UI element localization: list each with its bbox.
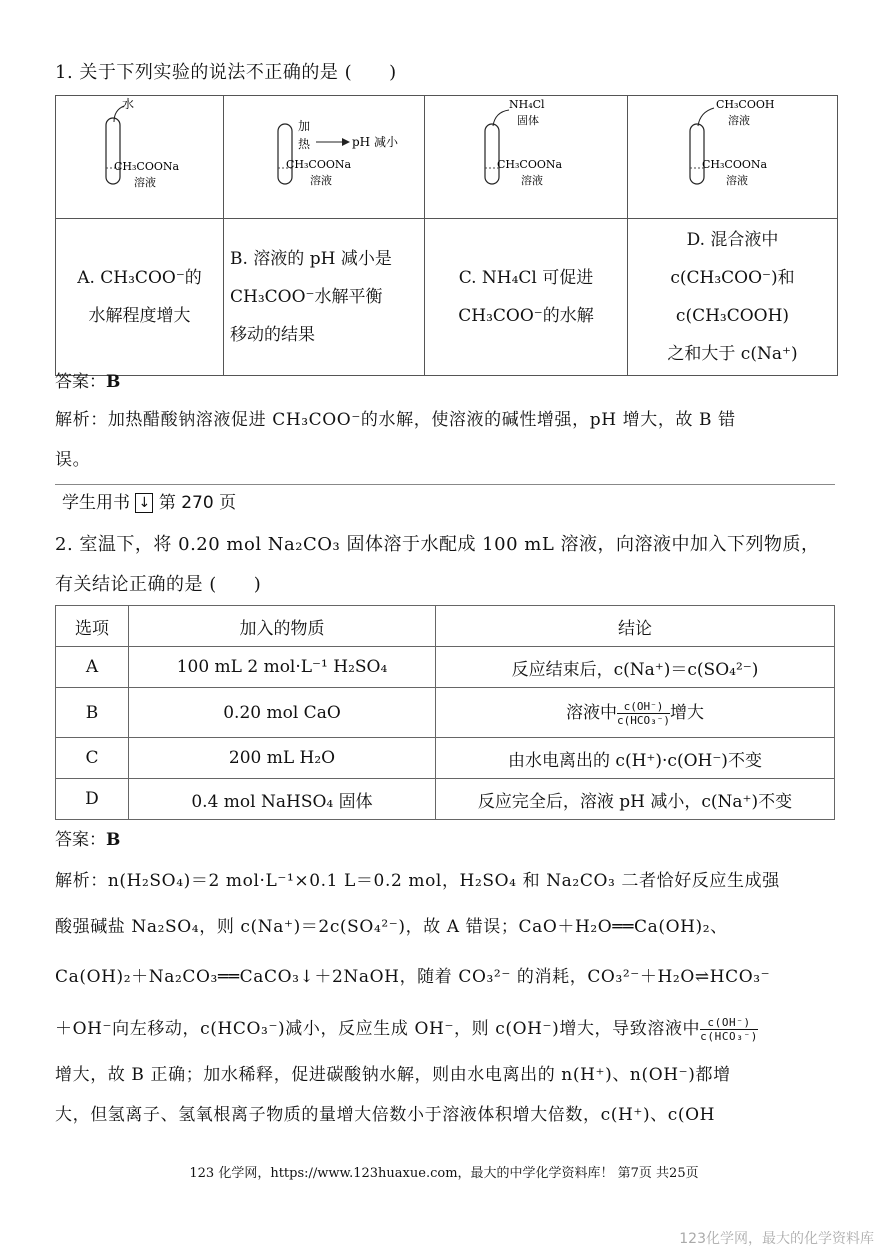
diagram-b-bottom-label2: 溶液 (310, 174, 332, 187)
answer-label: 答案： (55, 830, 106, 850)
test-tube-acid-diagram (628, 96, 837, 204)
answer-value: B (106, 830, 121, 850)
analysis-text: 加热醋酸钠溶液促进 CH₃COO⁻的水解，使溶液的碱性增强，pH 增大，故 B 错 (107, 410, 736, 430)
test-tube-nh4cl-diagram (425, 96, 627, 204)
q1-option-d (628, 219, 838, 376)
fraction (617, 700, 670, 727)
page-footer: 123 化学网，https://www.123huaxue.com，最大的中学化学资料库！ 第7页 共25页 (189, 1166, 699, 1181)
row-c-option: C (56, 738, 129, 779)
answer-value: B (106, 372, 121, 392)
q1-answer (55, 367, 120, 392)
row-b-option: B (56, 688, 129, 738)
row-d-conclusion: 反应完全后，溶液 pH 减小，c(Na⁺)不变 (436, 779, 835, 820)
row-b-conclusion (436, 688, 835, 738)
header-substance: 加入的物质 (129, 606, 436, 647)
student-book-ref (62, 488, 236, 513)
option-c-line1: C. NH₄Cl 可促进 (458, 268, 594, 288)
diagram-a-bottom-label1: CH₃COONa (114, 160, 180, 173)
option-c-line2: CH₃COO⁻的水解 (458, 306, 594, 326)
option-d-line2: c(CH₃COO⁻)和 (670, 268, 795, 288)
option-d-line3: c(CH₃COOH) (675, 306, 790, 326)
row-b-substance: 0.20 mol CaO (129, 688, 436, 738)
option-d-line4: 之和大于 c(Na⁺) (667, 344, 798, 364)
diagram-a-top-label: 水 (122, 97, 135, 111)
fraction-numerator: c(OH⁻) (617, 700, 670, 714)
diagram-d-bottom-label1: CH₃COONa (702, 158, 768, 171)
diagram-b-arrow-label: pH 减小 (352, 135, 398, 149)
down-arrow-icon: ↓ (135, 493, 153, 513)
fraction (700, 1016, 758, 1043)
diagram-d-bottom-label2: 溶液 (726, 174, 748, 187)
row-b-conc-pre: 溶液中 (566, 703, 617, 723)
answer-label: 答案： (55, 372, 106, 392)
q2-analysis-line1 (55, 866, 855, 891)
row-a-conclusion: 反应结束后，c(Na⁺)＝c(SO₄²⁻) (436, 647, 835, 688)
header-option: 选项 (56, 606, 129, 647)
option-b-line2: CH₃COO⁻水解平衡 (230, 287, 383, 307)
section-divider (55, 484, 835, 485)
row-c-conclusion: 由水电离出的 c(H⁺)·c(OH⁻)不变 (436, 738, 835, 779)
diagram-b-side-label1: 加 (298, 119, 311, 133)
watermark: 123化学网，最大的化学资料库 (679, 1231, 874, 1247)
fraction-numerator: c(OH⁻) (700, 1016, 758, 1030)
fraction-denominator: c(HCO₃⁻) (700, 1030, 758, 1043)
table-row (56, 738, 835, 779)
option-b-line1: B. 溶液的 pH 减小是 (230, 249, 392, 269)
option-d-line1: D. 混合液中 (686, 230, 779, 250)
diagram-c-top-label1: NH₄Cl (509, 98, 545, 111)
ref-pre: 学生用书 (62, 493, 130, 513)
diagram-d-top-label1: CH₃COOH (716, 98, 775, 111)
q1-table (55, 95, 838, 376)
row-d-substance: 0.4 mol NaHSO₄ 固体 (129, 779, 436, 820)
option-b-line3: 移动的结果 (230, 325, 315, 345)
diagram-d-top-label2: 溶液 (728, 114, 750, 127)
q2-table (55, 605, 835, 820)
analysis-text: n(H₂SO₄)＝2 mol·L⁻¹×0.1 L＝0.2 mol，H₂SO₄ 和 Na₂CO₃ 二者恰好反应生成强 (107, 871, 780, 891)
q2-stem-line1: 2. 室温下，将 0.20 mol Na₂CO₃ 固体溶于水配成 100 mL 溶液，向溶液中加入下列物质， (55, 534, 820, 555)
q1-diagram-c (425, 96, 628, 219)
header-conclusion: 结论 (436, 606, 835, 647)
analysis-label: 解析： (55, 871, 108, 891)
table-header-row (56, 606, 835, 647)
diagram-b-bottom-label1: CH₃COONa (286, 158, 352, 171)
q2-analysis-line5: 增大，故 B 正确；加水稀释，促进碳酸钠水解，则由水电离出的 n(H⁺)、n(OH⁻)都增 (55, 1065, 731, 1085)
table-row (56, 688, 835, 738)
diagram-a-bottom-label2: 溶液 (134, 176, 156, 189)
q1-diagram-a (56, 96, 224, 219)
row-d-option: D (56, 779, 129, 820)
q2-analysis-line3: Ca(OH)₂＋Na₂CO₃══CaCO₃↓＋2NaOH，随着 CO₃²⁻ 的消耗，CO₃²⁻＋H₂O⇌HCO₃⁻ (55, 967, 771, 987)
row-a-substance: 100 mL 2 mol·L⁻¹ H₂SO₄ (129, 647, 436, 688)
q1-diagram-d (628, 96, 838, 219)
q1-stem: 1. 关于下列实验的说法不正确的是 ( ) (55, 62, 397, 83)
q1-option-c (425, 219, 628, 376)
q1-analysis-line2: 误。 (55, 450, 91, 470)
row-c-substance: 200 mL H₂O (129, 738, 436, 779)
test-tube-water-diagram (56, 96, 223, 204)
row-b-conc-post: 增大 (669, 703, 704, 723)
q1-analysis-line1 (55, 405, 845, 430)
q2-answer (55, 825, 120, 850)
q1-diagram-b (224, 96, 425, 219)
analysis-label: 解析： (55, 410, 108, 430)
q1-option-b (224, 219, 425, 376)
diagram-c-top-label2: 固体 (517, 114, 539, 127)
q1-option-a (56, 219, 224, 376)
q2-stem-line2: 有关结论正确的是 ( ) (55, 574, 262, 595)
option-a-line1: A. CH₃COO⁻的 (77, 268, 202, 288)
fraction-denominator: c(HCO₃⁻) (617, 714, 670, 727)
diagram-c-bottom-label1: CH₃COONa (497, 158, 563, 171)
q2-analysis-line6: 大，但氢离子、氢氧根离子物质的量增大倍数小于溶液体积增大倍数，c(H⁺)、c(OH (55, 1105, 716, 1125)
diagram-c-bottom-label2: 溶液 (521, 174, 543, 187)
ref-post: 第 270 页 (158, 493, 237, 513)
q2-analysis-line4 (55, 1014, 855, 1043)
analysis-line4-text: ＋OH⁻向左移动，c(HCO₃⁻)减小，反应生成 OH⁻，则 c(OH⁻)增大，导致溶液中 (55, 1019, 701, 1039)
option-a-line2: 水解程度增大 (88, 306, 191, 326)
row-a-option: A (56, 647, 129, 688)
diagram-b-side-label2: 热 (298, 137, 311, 151)
table-row (56, 779, 835, 820)
q2-analysis-line2: 酸强碱盐 Na₂SO₄，则 c(Na⁺)＝2c(SO₄²⁻)，故 A 错误；CaO＋H₂O══Ca(OH)₂、 (55, 917, 728, 937)
test-tube-heat-diagram (224, 96, 424, 204)
table-row (56, 647, 835, 688)
